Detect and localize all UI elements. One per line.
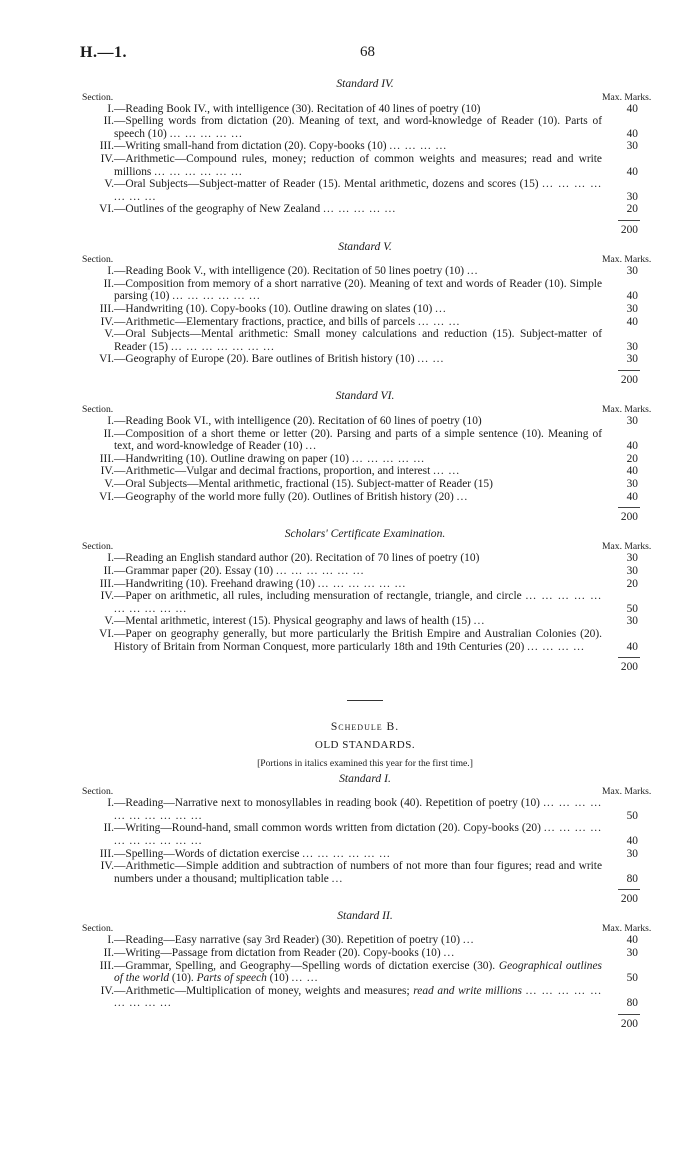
max-mark: 40 <box>626 440 638 453</box>
column-header <box>82 254 652 266</box>
scholars-certificate-section <box>82 526 652 674</box>
max-marks-label: Max. Marks. <box>602 91 652 103</box>
list-item: III.—Handwriting (10). Copy-books (10). Outline drawing on slates (10) ... 30 <box>82 303 648 316</box>
max-marks-label: Max. Marks. <box>602 541 652 553</box>
list-item: IV.—Arithmetic—Vulgar and decimal fractions, proportion, and interest ... ... 40 <box>82 465 648 478</box>
column-header <box>82 786 652 798</box>
page-header <box>80 44 648 66</box>
max-mark: 30 <box>626 552 638 565</box>
schedule-title: Schedule B. <box>330 719 400 733</box>
list-item: I.—Reading Book V., with intelligence (20). Recitation of 50 lines poetry (10) ... 30 <box>82 265 648 278</box>
max-mark: 30 <box>626 615 638 628</box>
list-item: VI.—Geography of the world more fully (20). Outlines of British history (20) ... 40 <box>82 491 648 504</box>
list-item: VI.—Paper on geography generally, but more particularly the British Empire and Australian Colonies (20). History of Britain from Norman Conquest, more particularly 18th and 19th Centuries (20) ... ... ... ... 40 <box>82 628 648 653</box>
max-marks-label: Max. Marks. <box>602 923 652 935</box>
list-item: II.—Composition from memory of a short narrative (20). Meaning of text and words of Reader (10). Simple parsing (10) ... ... ... ... ... ... 40 <box>82 278 648 303</box>
total-marks: 200 <box>602 505 648 524</box>
page-number: 68 <box>360 44 375 60</box>
list-item: IV.—Arithmetic—Multiplication of money, weights and measures; read and write millions ... ... ... ... ... ... ... ... ... 80 <box>82 985 648 1010</box>
section-title: Standard IV. <box>336 77 394 90</box>
list-item: IV.—Arithmetic—Simple addition and subtraction of numbers of not more than four figures; read and write numbers under a thousand; multiplication table ... 80 <box>82 860 648 885</box>
max-mark: 30 <box>626 847 638 860</box>
list-item: I.—Reading Book IV., with intelligence (30). Recitation of 40 lines of poetry (10) 40 <box>82 103 648 116</box>
max-mark: 30 <box>626 302 638 315</box>
section-label: Section. <box>82 404 114 416</box>
list-item: I.—Reading an English standard author (20). Recitation of 70 lines of poetry (10) 30 <box>82 552 648 565</box>
list-item: IV.—Arithmetic—Compound rules, money; reduction of common weights and measures; read and write millions ... ... ... ... ... ... 40 <box>82 153 648 178</box>
max-mark: 80 <box>626 872 638 885</box>
list-item: III.—Spelling—Words of dictation exercise ... ... ... ... ... ... 30 <box>82 848 648 861</box>
list-item: II.—Grammar paper (20). Essay (10) ... ... ... ... ... ... 30 <box>82 565 648 578</box>
section-title: Standard VI. <box>335 389 395 403</box>
max-mark: 30 <box>626 190 638 203</box>
list-item: I.—Reading—Narrative next to monosyllables in reading book (40). Repetition of poetry (10) ... ... ... ... ... ... ... ... ... ... 50 <box>82 797 648 822</box>
section-title: Standard V. <box>338 239 392 253</box>
list-item: III.—Handwriting (10). Freehand drawing (10) ... ... ... ... ... ... 20 <box>82 578 648 591</box>
max-mark: 30 <box>626 947 638 960</box>
column-header <box>82 404 652 416</box>
total-marks: 200 <box>602 887 648 906</box>
column-header <box>82 541 652 553</box>
max-mark: 30 <box>626 265 638 278</box>
max-mark: 40 <box>626 127 638 140</box>
page-content <box>82 76 652 1035</box>
section-label: Section. <box>82 91 114 103</box>
max-mark: 20 <box>626 203 638 216</box>
max-mark: 40 <box>626 490 638 503</box>
max-mark: 40 <box>626 834 638 847</box>
total-marks: 200 <box>602 218 648 237</box>
max-mark: 30 <box>626 353 638 366</box>
max-mark: 50 <box>626 972 638 985</box>
list-item: III.—Handwriting (10). Outline drawing on paper (10) ... ... ... ... ... 20 <box>82 453 648 466</box>
max-mark: 40 <box>626 165 638 178</box>
max-mark: 40 <box>626 315 638 328</box>
list-item: III.—Grammar, Spelling, and Geography—Spelling words of dictation exercise (30). Geographical outlines of the world (10). Parts of speech (10) ... ... 50 <box>82 960 648 985</box>
max-mark: 30 <box>626 478 638 491</box>
total-marks: 200 <box>602 1012 648 1031</box>
old-standards-title: OLD STANDARDS. <box>314 739 416 752</box>
max-mark: 20 <box>626 577 638 590</box>
section-divider <box>347 700 383 701</box>
section-label: Section. <box>82 786 114 798</box>
section-title: Scholars' Certificate Examination. <box>284 526 446 540</box>
max-mark: 40 <box>626 290 638 303</box>
standard-ii-section <box>82 908 652 1031</box>
max-mark: 30 <box>626 340 638 353</box>
document-id: H.—1. <box>80 44 127 61</box>
max-mark: 50 <box>626 602 638 615</box>
list-item: III.—Writing small-hand from dictation (20). Copy-books (10) ... ... ... ... 30 <box>82 140 648 153</box>
max-mark: 30 <box>626 415 638 428</box>
section-title: Standard I. <box>339 771 391 785</box>
column-header <box>82 923 652 935</box>
max-mark: 40 <box>626 102 638 115</box>
list-item: V.—Oral Subjects—Mental arithmetic: Small money calculations and reduction (15). Subject-matter of Reader (15) ... ... ... ... ... ... ... 30 <box>82 328 648 353</box>
list-item: II.—Writing—Passage from dictation from Reader (20). Copy-books (10) ... 30 <box>82 947 648 960</box>
list-item: VI.—Geography of Europe (20). Bare outlines of British history (10) ... ... 30 <box>82 353 648 366</box>
max-mark: 40 <box>626 640 638 653</box>
standard-iv-section <box>82 77 652 237</box>
list-item: VI.—Outlines of the geography of New Zealand ... ... ... ... ... 20 <box>82 203 648 216</box>
list-item: V.—Mental arithmetic, interest (15). Physical geography and laws of health (15) ... 30 <box>82 615 648 628</box>
list-item: IV.—Arithmetic—Elementary fractions, practice, and bills of parcels ... ... ... 40 <box>82 316 648 329</box>
list-item: II.—Composition of a short theme or letter (20). Parsing and parts of a simple sentence (10). Meaning of text, and word-knowledge of Reader (10) ... 40 <box>82 428 648 453</box>
italics-note: [Portions in italics examined this year for the first time.] <box>257 757 473 769</box>
list-item: II.—Spelling words from dictation (20). Meaning of text, and word-knowledge of Reader (10). Parts of speech (10) ... ... ... ... ... 40 <box>82 115 648 140</box>
standard-i-section <box>82 771 652 906</box>
list-item: II.—Writing—Round-hand, small common words written from dictation (20). Copy-books (20) ... ... ... ... ... ... ... ... ... ... 40 <box>82 822 648 847</box>
section-title: Standard II. <box>337 908 393 922</box>
max-mark: 30 <box>626 140 638 153</box>
max-marks-label: Max. Marks. <box>602 786 652 798</box>
max-marks-label: Max. Marks. <box>602 404 652 416</box>
standard-v-section <box>82 239 652 387</box>
list-item: V.—Oral Subjects—Subject-matter of Reader (15). Mental arithmetic, dozens and scores (15) ... ... ... ... ... ... ... 30 <box>82 178 648 203</box>
list-item: I.—Reading—Easy narrative (say 3rd Reader) (30). Repetition of poetry (10) ... 40 <box>82 934 648 947</box>
max-mark: 40 <box>626 934 638 947</box>
max-mark: 80 <box>626 997 638 1010</box>
max-mark: 50 <box>626 809 638 822</box>
max-mark: 20 <box>626 452 638 465</box>
section-label: Section. <box>82 254 114 266</box>
max-mark: 40 <box>626 465 638 478</box>
list-item: V.—Oral Subjects—Mental arithmetic, fractional (15). Subject-matter of Reader (15) 30 <box>82 478 648 491</box>
section-label: Section. <box>82 923 114 935</box>
total-marks: 200 <box>602 655 648 674</box>
section-label: Section. <box>82 541 114 553</box>
list-item: I.—Reading Book VI., with intelligence (20). Recitation of 60 lines of poetry (10) 30 <box>82 415 648 428</box>
list-item: IV.—Paper on arithmetic, all rules, including mensuration of rectangle, triangle, and circle ... ... ... ... ... ... ... ... ... ... 50 <box>82 590 648 615</box>
max-marks-label: Max. Marks. <box>602 254 652 266</box>
max-mark: 30 <box>626 565 638 577</box>
column-header <box>82 91 652 103</box>
standard-vi-section <box>82 389 652 524</box>
total-marks: 200 <box>602 368 648 387</box>
